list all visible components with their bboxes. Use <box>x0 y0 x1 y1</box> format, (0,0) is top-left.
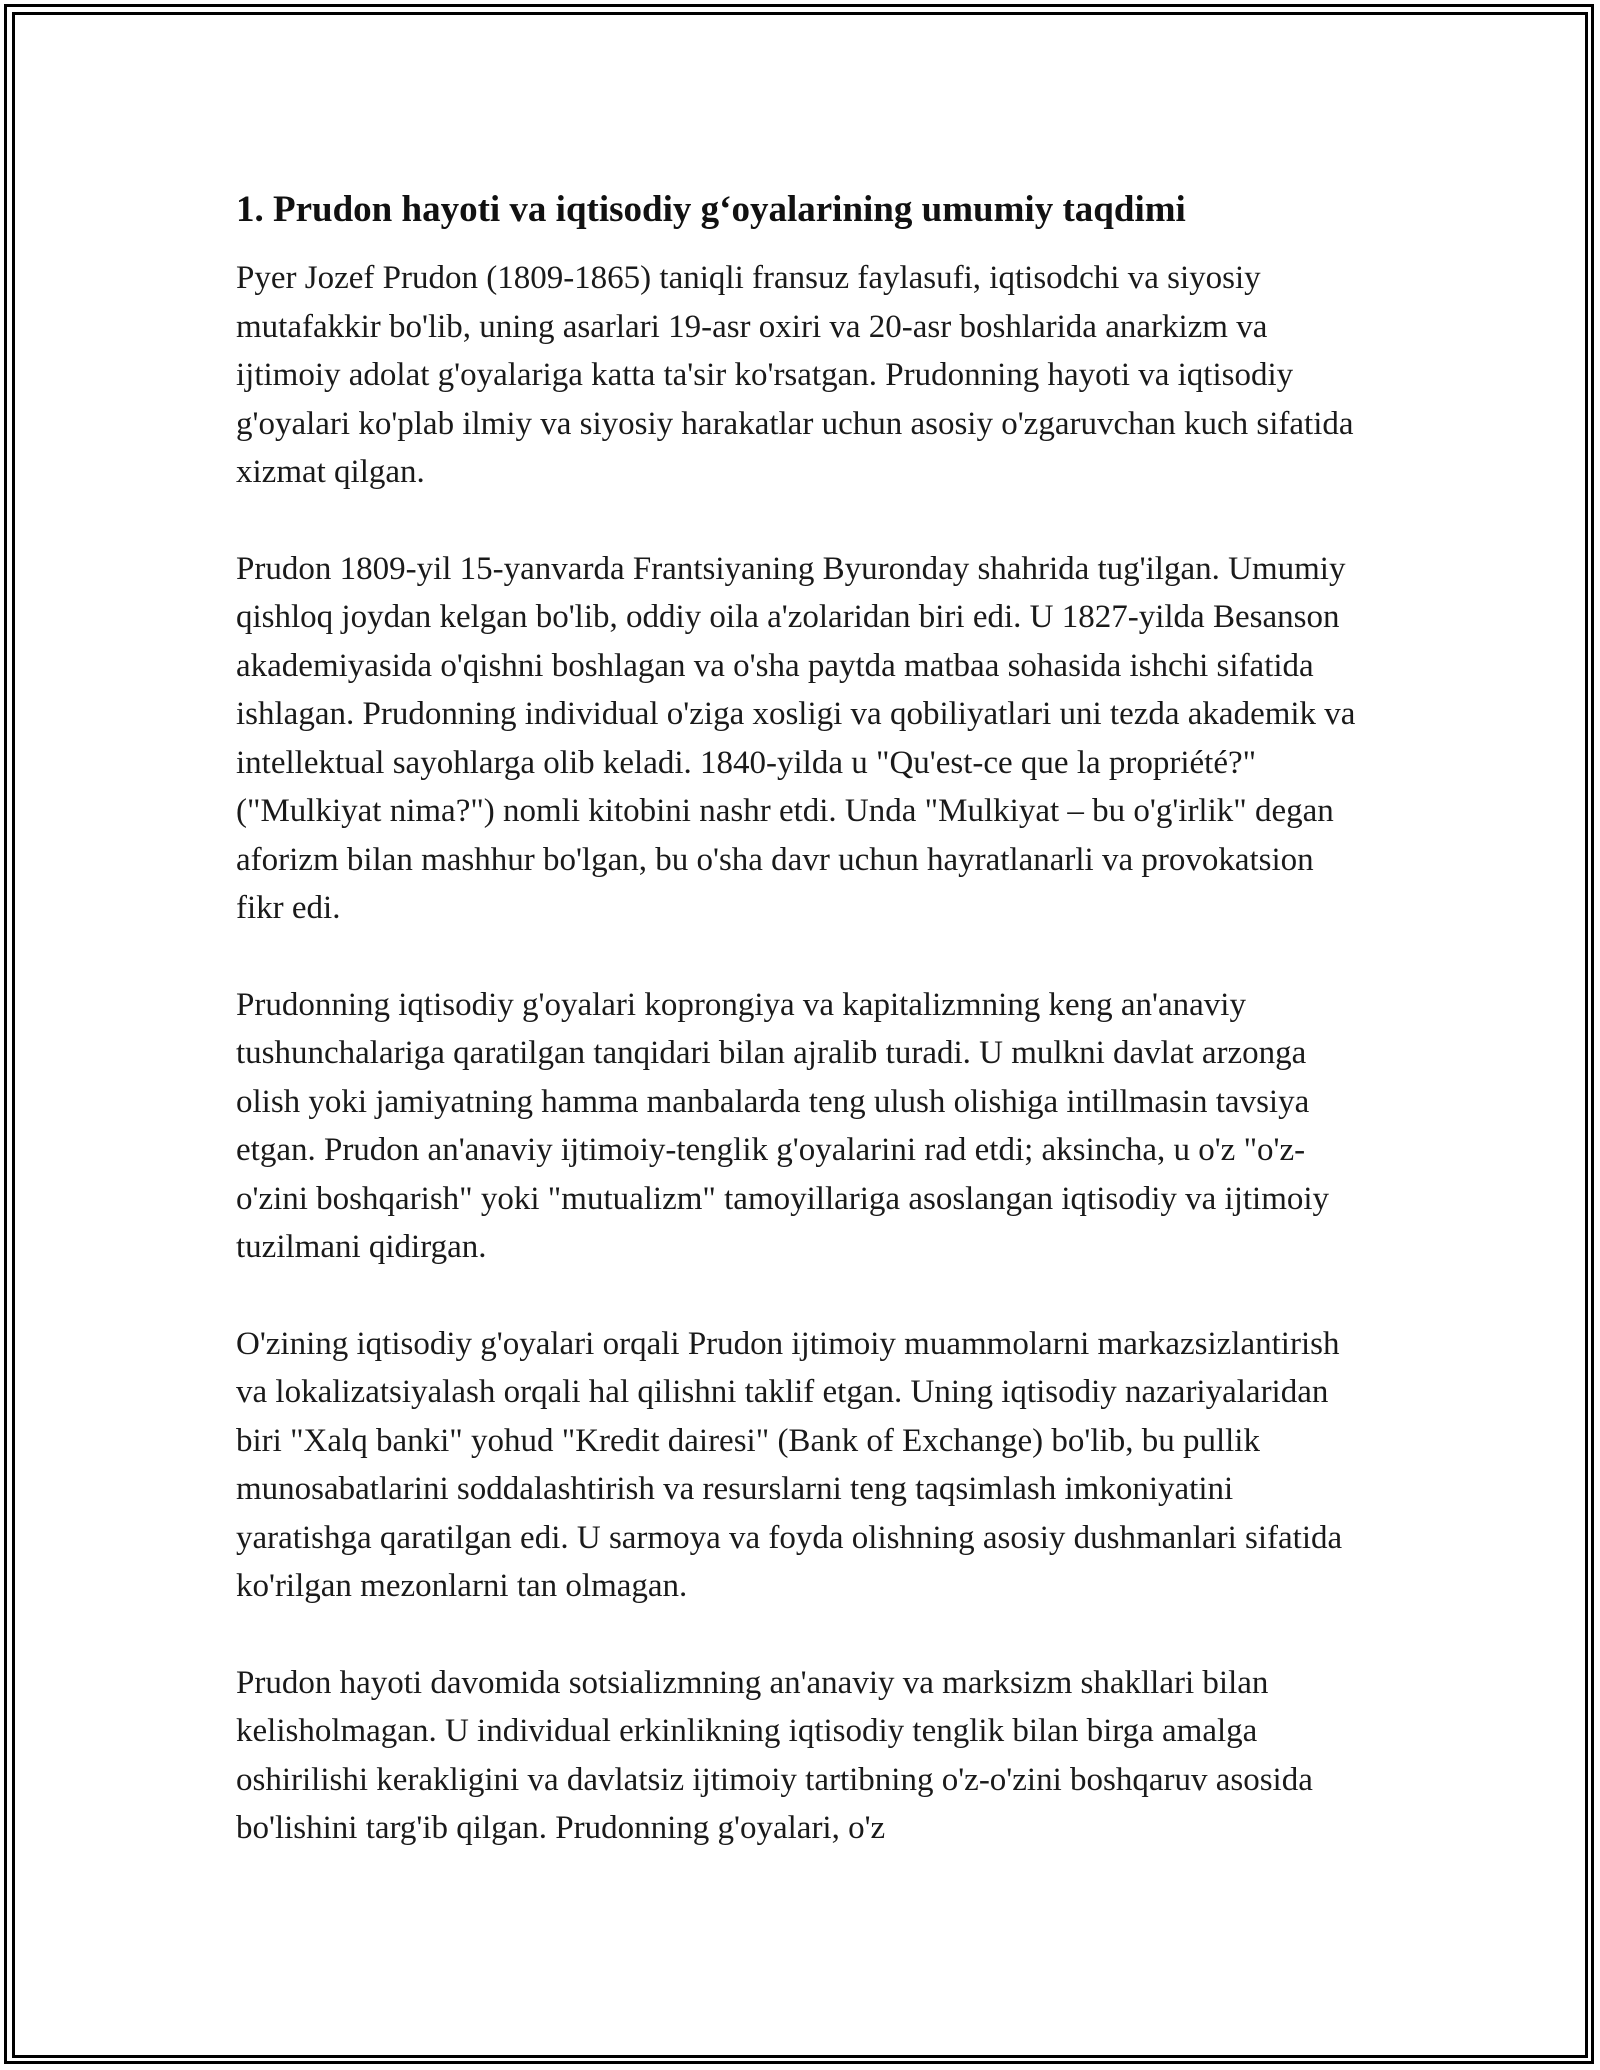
section-heading: 1. Prudon hayoti va iqtisodiy g‘oyalarining umumiy taqdimi <box>236 189 1186 230</box>
paragraph-4: O'zining iqtisodiy g'oyalari orqali Prudon ijtimoiy muammolarni markazsizlantirish va lokalizatsiyalash orqali hal qilishni taklif etgan. Uning iqtisodiy nazariyalaridan biri "Xalq banki" yohud "Kredit dairesi" (Bank of Exchange) bo'lib, bu pullik munosabatlarini soddalashtirish va resurslarni teng taqsimlash imkoniyatini yaratishga qaratilgan edi. U sarmoya va foyda olishning asosiy dushmanlari sifatida ko'rilgan mezonlarni tan olmagan. <box>236 1325 1343 1604</box>
paragraph-5: Prudon hayoti davomida sotsializmning an'anaviy va marksizm shakllari bilan kelisholmagan. U individual erkinlikning iqtisodiy tenglik bilan birga amalga oshirilishi kerakligini va davlatsiz ijtimoiy tartibning o'z-o'zini boshqaruv asosida bo'lishini targ'ib qilgan. Prudonning g'oyalari, o'z <box>236 1664 1313 1846</box>
paragraph-3: Prudonning iqtisodiy g'oyalari koprongiya va kapitalizmning keng an'anaviy tushunchalariga qaratilgan tanqidari bilan ajralib turadi. U mulkni davlat arzonga olish yoki jamiyatning hamma manbalarda teng ulush olishiga intillmasin tavsiya etgan. Prudon an'anaviy ijtimoiy-tenglik g'oyalarini rad etdi; aksincha, u o'z "o'z-o'zini boshqarish" yoki "mutualizm" tamoyillariga asoslangan iqtisodiy va ijtimoiy tuzilmani qidirgan. <box>236 986 1330 1265</box>
paragraph-1: Pyer Jozef Prudon (1809-1865) taniqli fransuz faylasufi, iqtisodchi va siyosiy mutafakkir bo'lib, uning asarlari 19-asr oxiri va 20-asr boshlarida anarkizm va ijtimoiy adolat g'oyalariga katta ta'sir ko'rsatgan. Prudonning hayoti va iqtisodiy g'oyalari ko'plab ilmiy va siyosiy harakatlar uchun asosiy o'zgaruvchan kuch sifatida xizmat qilgan. <box>236 260 1354 490</box>
document-body <box>236 186 1366 1901</box>
paragraph-2: Prudon 1809-yil 15-yanvarda Frantsiyaning Byuronday shahrida tug'ilgan. Umumiy qishloq joydan kelgan bo'lib, oddiy oila a'zolaridan biri edi. U 1827-yilda Besanson akademiyasida o'qishni boshlagan va o'sha paytda matbaa sohasida ishchi sifatida ishlagan. Prudonning individual o'ziga xosligi va qobiliyatlari uni tezda akademik va intellektual sayohlarga olib keladi. 1840-yilda u "Qu'est-ce que la propriété?" ("Mulkiyat nima?") nomli kitobini nashr etdi. Unda "Mulkiyat – bu o'g'irlik" degan aforizm bilan mashhur bo'lgan, bu o'sha davr uchun hayratlanarli va provokatsion fikr edi. <box>236 550 1356 926</box>
